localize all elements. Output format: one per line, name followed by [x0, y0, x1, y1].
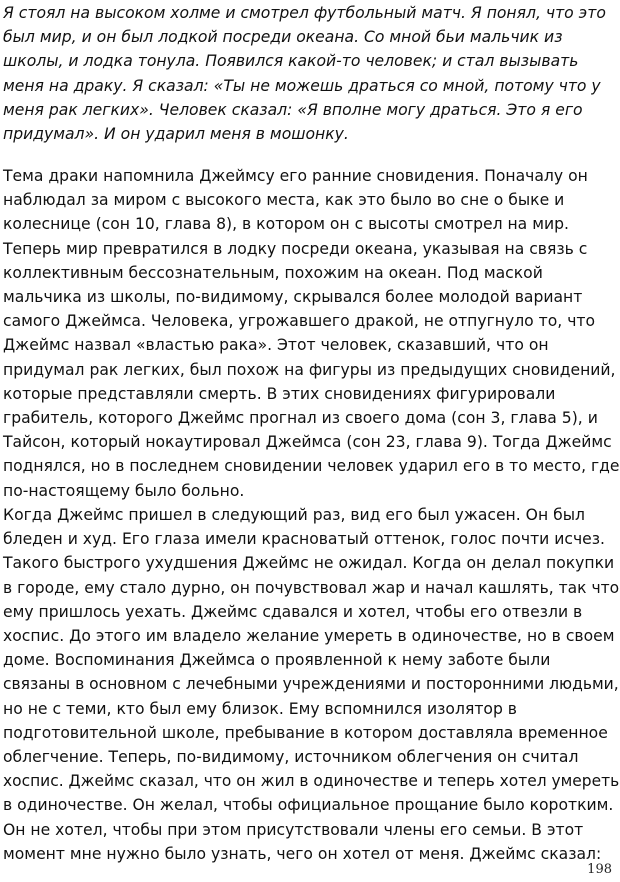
commentary-line: придумал рак легких, был похож на фигуры из предыдущих сновидений, — [3, 360, 616, 379]
visit-line: но не с теми, кто был ему близок. Ему вспомнился изолятор в — [3, 699, 517, 718]
dream-line: Я стоял на высоком холме и смотрел футбольный матч. Я понял, что это — [3, 4, 606, 22]
page-number: 198 — [587, 862, 612, 877]
visit-line: доме. Воспоминания Джеймса о проявленной к нему заботе были — [3, 651, 551, 670]
commentary-line: Тема драки напомнила Джеймсу его ранние сновидения. Поначалу он — [3, 167, 588, 185]
commentary-line: Джеймс назвал «властью рака». Этот человек, сказавший, что он — [3, 336, 549, 355]
visit-paragraph — [3, 503, 619, 866]
dream-line: меня на драку. Я сказал: «Ты не можешь драться со мной, потому что у — [3, 76, 601, 95]
commentary-line: мальчика из школы, по-видимому, скрывался более молодой вариант — [3, 288, 583, 307]
visit-line: Когда Джеймс пришел в следующий раз, вид его был ужасен. Он был — [3, 506, 585, 524]
commentary-line: которые представляли смерть. В этих сновидениях фигурировали — [3, 384, 556, 403]
visit-line: хоспис. Джеймс сказал, что он жил в одиночестве и теперь хотел умереть — [3, 772, 620, 791]
dream-line: школы, и лодка тонула. Появился какой-то человек; и стал вызывать — [3, 52, 579, 71]
visit-line: момент мне нужно было узнать, чего он хотел от меня. Джеймс сказал: — [3, 844, 602, 863]
visit-line: Такого быстрого ухудшения Джеймс не ожидал. Когда он делал покупки — [3, 554, 615, 573]
commentary-line: грабитель, которого Джеймс прогнал из своего дома (сон 3, глава 5), и — [3, 409, 598, 428]
commentary-line: поднялся, но в последнем сновидении человек ударил его в то место, где — [3, 457, 620, 476]
visit-line: бледен и худ. Его глаза имели красноватый оттенок, голос почти исчез. — [3, 530, 606, 549]
visit-line: ему пришлось уехать. Джеймс сдавался и хотел, чтобы его отвезли в — [3, 602, 583, 621]
dream-line: был мир, и он был лодкой посреди океана. Со мной бьи мальчик из — [3, 28, 563, 47]
visit-line: связаны в основном с лечебными учреждениями и посторонними людьми, — [3, 675, 619, 694]
visit-line: в одиночестве. Он желал, чтобы официальное прощание было коротким. — [3, 796, 614, 815]
dream-line: меня рак легких». Человек сказал: «Я вполне могу драться. Это я его — [3, 100, 583, 119]
dream-line: придумал». И он ударил меня в мошонку. — [3, 125, 349, 144]
dream-paragraph — [3, 1, 619, 146]
commentary-line: колеснице (сон 10, глава 8), в котором он с высоты смотрел на мир. — [3, 215, 569, 234]
commentary-paragraph — [3, 164, 619, 503]
visit-line: облегчение. Теперь, по-видимому, источником облегчения он считал — [3, 748, 579, 767]
commentary-line: наблюдал за миром с высокого места, как это было во сне о быке и — [3, 191, 565, 210]
commentary-line: коллективным бессознательным, похожим на океан. Под маской — [3, 263, 543, 282]
visit-line: подготовительной школе, пребывание в котором доставляла временное — [3, 723, 608, 742]
commentary-line: Тайсон, который нокаутировал Джеймса (сон 23, глава 9). Тогда Джеймс — [3, 433, 612, 452]
visit-line: хоспис. До этого им владело желание умереть в одиночестве, но в своем — [3, 627, 615, 646]
commentary-line: по-настоящему было больно. — [3, 481, 245, 500]
visit-line: Он не хотел, чтобы при этом присутствовали члены его семьи. В этот — [3, 820, 584, 839]
visit-line: в городе, ему стало дурно, он почувствовал жар и начал кашлять, так что — [3, 578, 620, 597]
commentary-line: самого Джеймса. Человека, угрожавшего дракой, не отпугнуло то, что — [3, 312, 596, 331]
commentary-line: Теперь мир превратился в лодку посреди океана, указывая на связь с — [3, 239, 588, 258]
